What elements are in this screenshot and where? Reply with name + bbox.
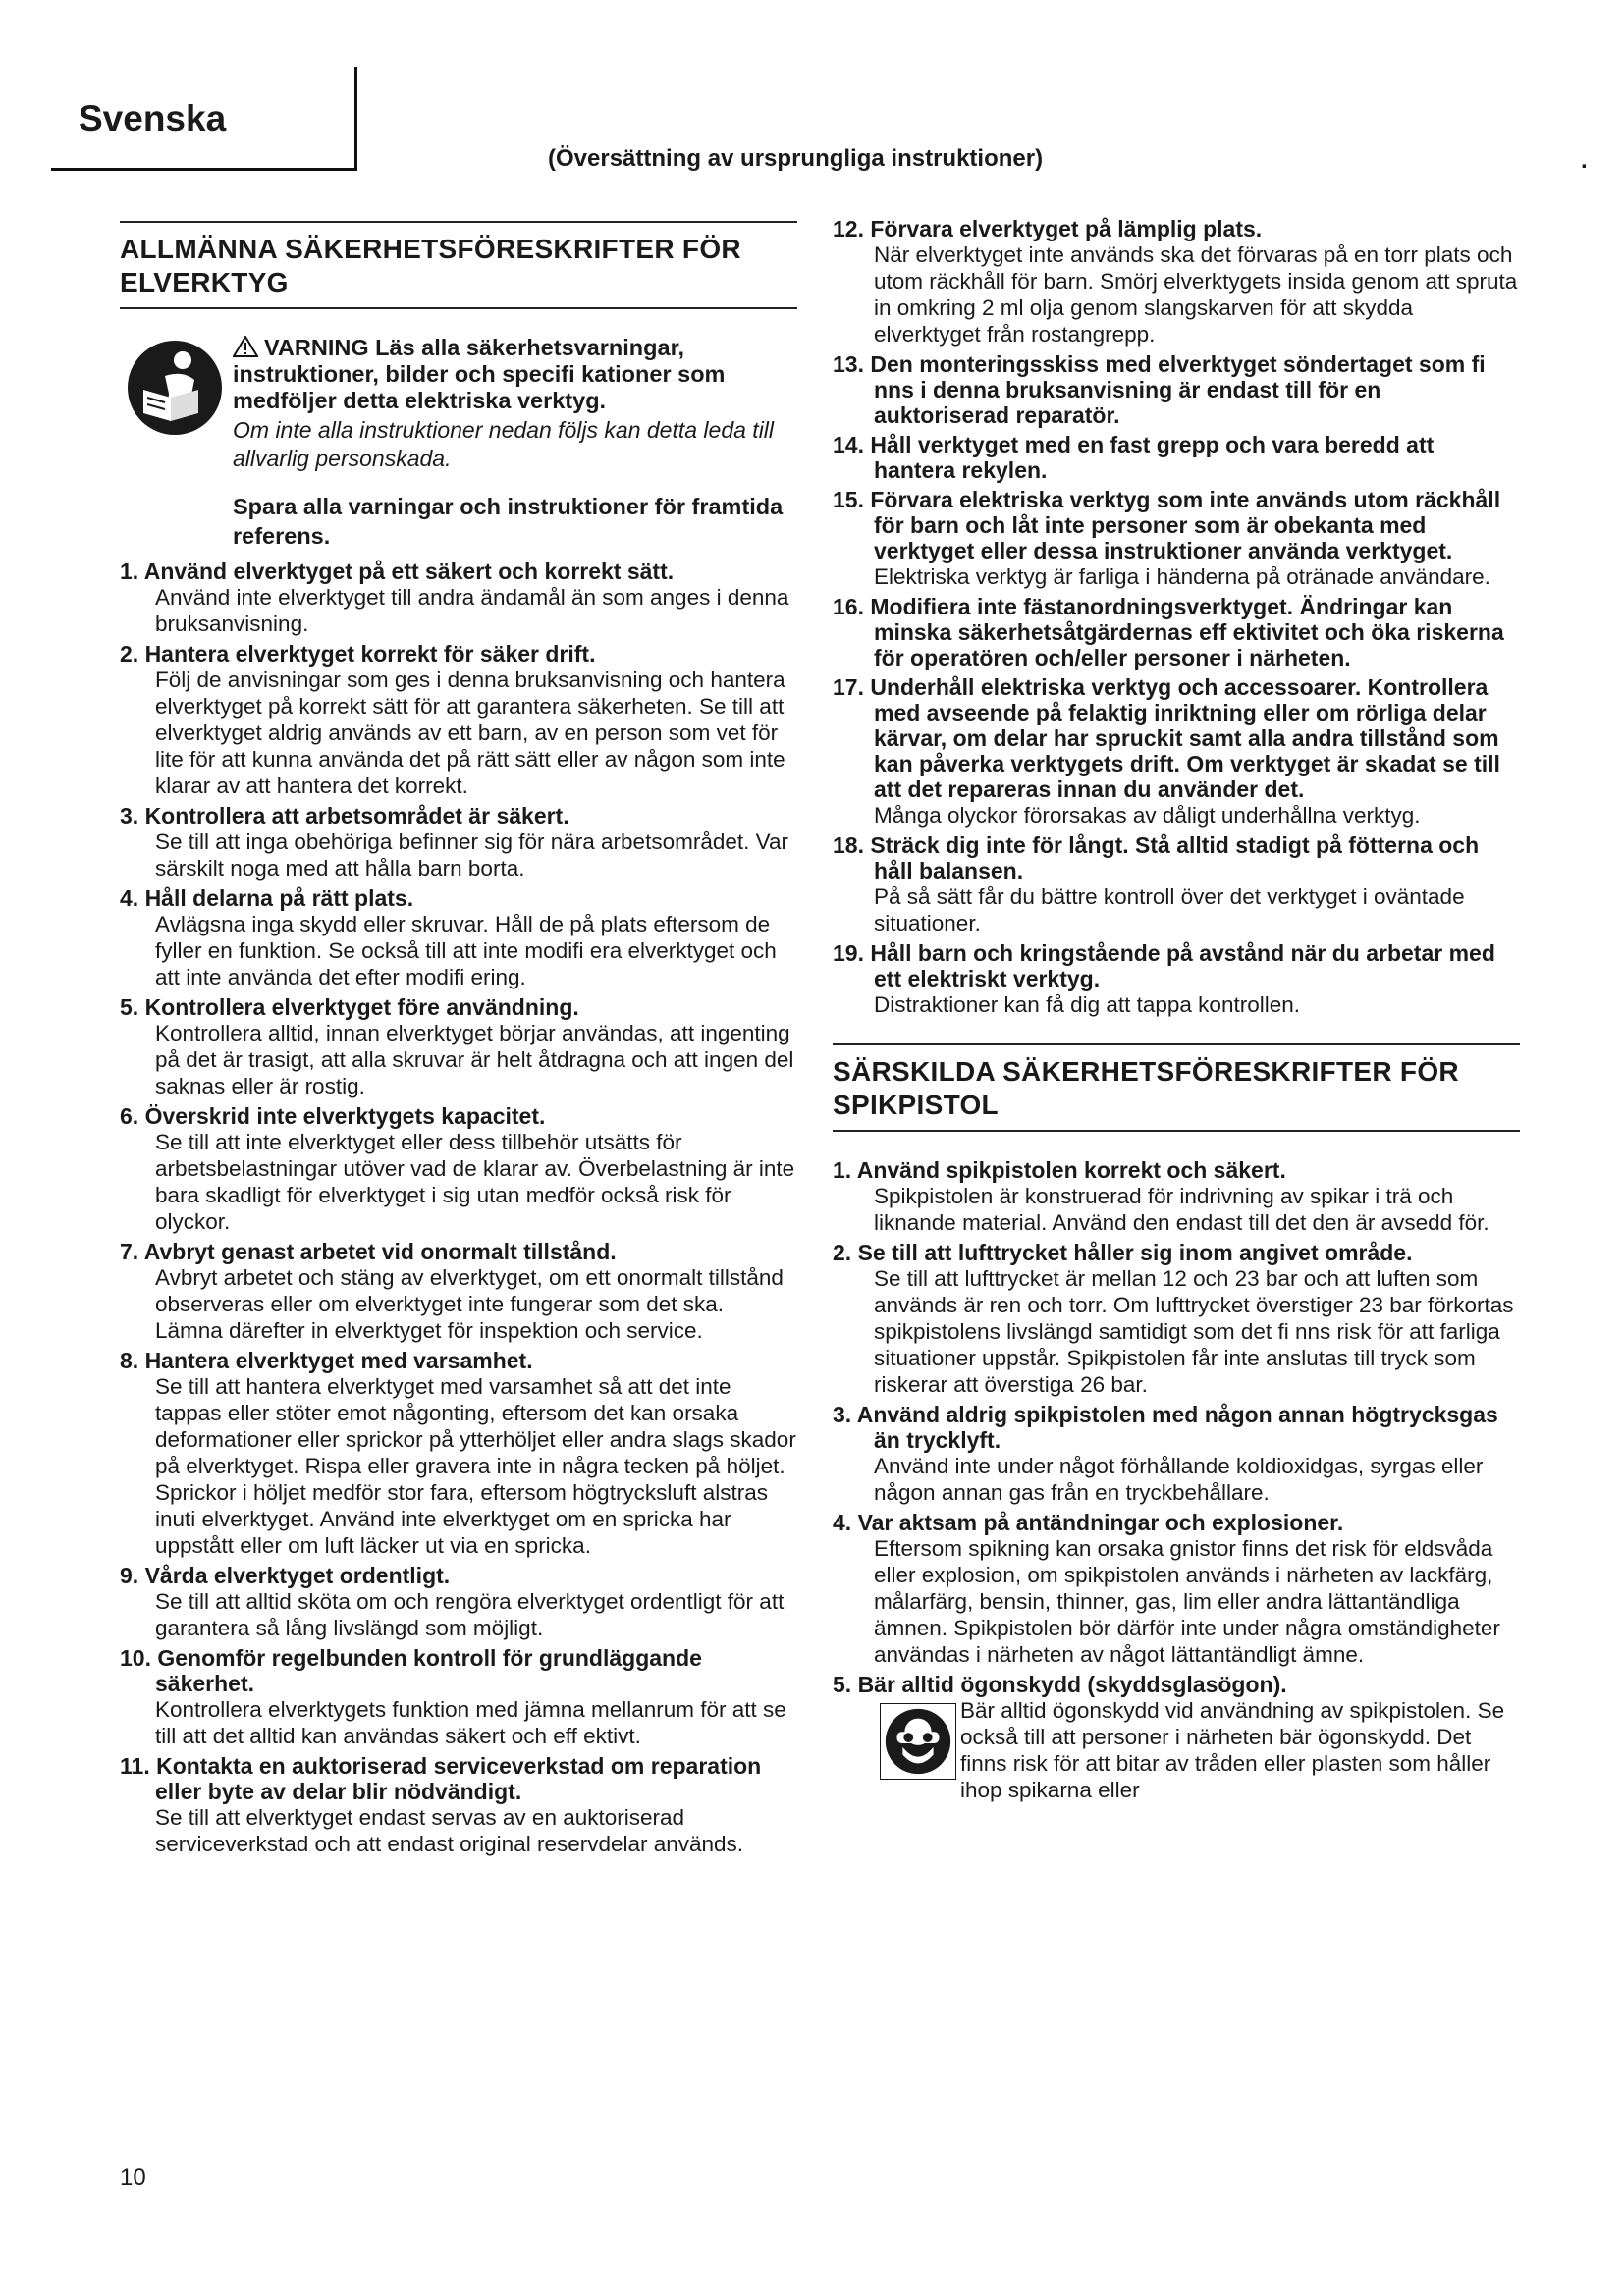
warning-consequence: Om inte alla instruktioner nedan följs kan detta leda till allvarlig personskada.: [233, 417, 775, 471]
item-body: Avlägsna inga skydd eller skruvar. Håll de på plats eftersom de fyller en funktion. Se också till att inte modifi era elverktyget och att inte använda det efter modifi ering.: [155, 912, 777, 989]
list-item: [833, 594, 1520, 670]
nailer-rules-list: [833, 1157, 1520, 1835]
read-manual-icon: [126, 339, 224, 437]
list-item: [833, 1672, 1520, 1835]
list-item: [833, 1240, 1520, 1398]
list-item: [120, 1239, 797, 1344]
item-body: Använd inte under något förhållande koldioxidgas, syrgas eller någon annan gas från en tryckbehållare.: [874, 1454, 1484, 1505]
list-item: [833, 1510, 1520, 1668]
item-body: Se till att hantera elverktyget med varsamhet så att det inte tappas eller stöter emot någonting, eftersom det kan orsaka deformationer eller sprickor på ytterhöljet eller andra slags skador på elverktyget. Rispa eller gravera inte in några tecken på höljet. Sprickor i höljet medför stor fara, eftersom högtrycksluft alstras inuti elverktyget. Använd inte elverktyget om en spricka har uppstått eller om luft läcker ut via en spricka.: [155, 1374, 796, 1558]
list-item: [833, 674, 1520, 828]
item-body: På så sätt får du bättre kontroll över det verktyget i oväntade situationer.: [874, 884, 1465, 935]
item-title: 1. Använd elverktyget på ett säkert och korrekt sätt.: [120, 559, 675, 584]
item-body: Spikpistolen är konstruerad för indrivning av spikar i trä och liknande material. Använd den endast till det den är avsedd för.: [874, 1184, 1489, 1235]
warning-block: [120, 335, 797, 482]
item-body: Kontrollera elverktygets funktion med jämna mellanrum för att se till att det alltid kan användas säkert och eff ektivt.: [155, 1697, 786, 1748]
item-title: 12. Förvara elverktyget på lämplig plats.: [833, 216, 1263, 241]
list-item: [833, 216, 1520, 347]
item-body: Se till att elverktyget endast servas av en auktoriserad serviceverkstad och att endast original reservdelar används.: [155, 1805, 744, 1856]
list-item: [120, 1753, 797, 1857]
item-body: Distraktioner kan få dig att tappa kontrollen.: [874, 992, 1300, 1017]
item-title: 14. Håll verktyget med en fast grepp och vara beredd att hantera rekylen.: [833, 432, 1435, 483]
item-body: Se till att lufttrycket är mellan 12 och 23 bar och att luften som används är ren och torr. Om lufttrycket överstiger 23 bar förkortas spikpistolens livslängd samtidigt som det fi nns risk för att farliga situationer uppstår. Spikpistolen får inte anslutas till tryck som riskerar att överstiga 26 bar.: [874, 1266, 1514, 1397]
item-body: Följ de anvisningar som ges i denna bruksanvisning och hantera elverktyget på korrekt sätt för att garantera säkerheten. Se till att elverktyget aldrig används av ett barn, av en person som vet för lite för att kunna använda det på rätt sätt eller av någon som inte klarar av att hantera det korrekt.: [155, 667, 785, 798]
translation-note: (Översättning av ursprungliga instruktioner): [548, 145, 1044, 172]
list-item: [833, 1157, 1520, 1236]
safety-goggles-icon: [880, 1703, 956, 1780]
list-item: [120, 1645, 797, 1749]
item-body: Bär alltid ögonskydd vid användning av spikpistolen. Se också till att personer i närheten bär ögonskydd. Det finns risk för att bitar av tråden eller plasten som håller ihop spikarna eller: [960, 1698, 1505, 1802]
list-item: [120, 885, 797, 990]
item-title: 10. Genomför regelbunden kontroll för grundläggande säkerhet.: [120, 1645, 702, 1696]
eye-protection-block: [833, 1697, 1520, 1835]
list-item: [833, 351, 1520, 428]
item-title: 4. Håll delarna på rätt plats.: [120, 885, 414, 911]
item-title: 5. Bär alltid ögonskydd (skyddsglasögon).: [833, 1672, 1287, 1697]
item-title: 18. Sträck dig inte för långt. Stå alltid stadigt på fötterna och håll balansen.: [833, 832, 1480, 883]
item-title: 1. Använd spikpistolen korrekt och säkert.: [833, 1157, 1286, 1183]
item-body: Många olyckor förorsakas av dåligt underhållna verktyg.: [874, 803, 1421, 828]
right-column: [833, 216, 1520, 1837]
list-item: [120, 641, 797, 799]
item-title: 13. Den monteringsskiss med elverktyget söndertaget som fi nns i denna bruksanvisning är endast till för en auktoriserad reparatör.: [833, 351, 1486, 428]
item-body: Kontrollera alltid, innan elverktyget börjar användas, att ingenting på det är trasigt, att alla skruvar är helt åtdragna och att ingen del saknas eller är rostig.: [155, 1021, 794, 1098]
list-item: [833, 432, 1520, 483]
item-title: 2. Hantera elverktyget korrekt för säker drift.: [120, 641, 596, 667]
item-title: 19. Håll barn och kringstående på avstånd när du arbetar med ett elektriskt verktyg.: [833, 940, 1495, 991]
nailer-safety-heading: SÄRSKILDA SÄKERHETSFÖRESKRIFTER FÖR SPIKPISTOL: [833, 1043, 1520, 1132]
item-title: 9. Vårda elverktyget ordentligt.: [120, 1563, 451, 1588]
item-title: 11. Kontakta en auktoriserad serviceverkstad om reparation eller byte av delar blir nödvändigt.: [120, 1753, 762, 1804]
general-rules-list: [120, 559, 797, 1857]
warning-title: [233, 335, 797, 414]
item-title: 6. Överskrid inte elverktygets kapacitet.: [120, 1103, 546, 1129]
item-body: Använd inte elverktyget till andra ändamål än som anges i denna bruksanvisning.: [155, 585, 789, 636]
general-rules-list-continued: [833, 216, 1520, 1018]
list-item: [120, 803, 797, 881]
item-body: Se till att alltid sköta om och rengöra elverktyget ordentligt för att garantera så lång livslängd som möjligt.: [155, 1589, 785, 1640]
item-body: Se till att inte elverktyget eller dess tillbehör utsätts för arbetsbelastningar utöver vad de klarar av. Överbelastning är inte bara skadligt för elverktyget i sig utan medför också risk för olyckor.: [155, 1130, 795, 1234]
list-item: [120, 994, 797, 1099]
item-body: När elverktyget inte används ska det förvaras på en torr plats och utom räckhåll för barn. Smörj elverktygets insida genom att spruta in omkring 2 ml olja genom slangskarven för att skydda elverktyget från rostangrepp.: [874, 242, 1518, 347]
list-item: [120, 1348, 797, 1559]
list-item: [120, 559, 797, 637]
list-item: [833, 832, 1520, 936]
list-item: [833, 940, 1520, 1018]
list-item: [120, 1103, 797, 1235]
list-item: [833, 487, 1520, 590]
item-title: 8. Hantera elverktyget med varsamhet.: [120, 1348, 533, 1373]
left-column: [120, 221, 797, 1861]
list-item: [833, 1402, 1520, 1506]
item-title: 7. Avbryt genast arbetet vid onormalt tillstånd.: [120, 1239, 617, 1264]
item-body: Elektriska verktyg är farliga i händerna på otränade användare.: [874, 564, 1490, 589]
general-safety-heading: ALLMÄNNA SÄKERHETSFÖRESKRIFTER FÖR ELVERKTYG: [120, 221, 797, 309]
item-title: 2. Se till att lufttrycket håller sig inom angivet område.: [833, 1240, 1413, 1265]
page-number: 10: [120, 2164, 146, 2191]
item-title: 17. Underhåll elektriska verktyg och accessoarer. Kontrollera med avseende på felaktig inriktning eller om rörliga delar kärvar, om delar har spruckit samt alla andra tillstånd som kan påverka verktygets drift. Om verktyget är skadat se till att det repareras innan du använder det.: [833, 674, 1500, 802]
warning-text: VARNING Läs alla säkerhetsvarningar, instruktioner, bilder och specifi kationer som medföljer detta elektriska verktyg.: [233, 335, 726, 413]
item-title: 3. Använd aldrig spikpistolen med någon annan högtrycksgas än trycklyft.: [833, 1402, 1498, 1453]
save-instructions-note: Spara alla varningar och instruktioner för framtida referens.: [233, 494, 784, 549]
warning-triangle-icon: [233, 336, 258, 357]
item-title: 15. Förvara elektriska verktyg som inte används utom räckhåll för barn och låt inte personer som är obekanta med verktyget eller dessa instruktioner använda verktyget.: [833, 487, 1501, 563]
item-title: 4. Var aktsam på antändningar och explosioner.: [833, 1510, 1344, 1535]
item-body: Se till att inga obehöriga befinner sig för nära arbetsområdet. Var särskilt noga med att hålla barn borta.: [155, 829, 788, 881]
item-body: Eftersom spikning kan orsaka gnistor finns det risk för eldsvåda eller explosion, om spikpistolen används i närheten av lackfärg, målarfärg, bensin, thinner, gas, lim eller andra lättantändliga ämnen. Spikpistolen bör därför inte under några omständigheter användas i närheten av något lättantändligt ämne.: [874, 1536, 1500, 1667]
item-title: 3. Kontrollera att arbetsområdet är säkert.: [120, 803, 569, 828]
list-item: [120, 1563, 797, 1641]
item-title: 5. Kontrollera elverktyget före användning.: [120, 994, 579, 1020]
language-label: Svenska: [79, 98, 227, 138]
corner-dot: .: [1581, 147, 1588, 174]
item-title: 16. Modifiera inte fästanordningsverktyget. Ändringar kan minska säkerhetsåtgärdernas eff ektivitet och öka riskerna för operatören och/eller personer i närheten.: [833, 594, 1504, 670]
item-body: Avbryt arbetet och stäng av elverktyget, om ett onormalt tillstånd observeras eller om elverktyget inte fungerar som det ska. Lämna därefter in elverktyget för inspektion och service.: [155, 1265, 784, 1343]
